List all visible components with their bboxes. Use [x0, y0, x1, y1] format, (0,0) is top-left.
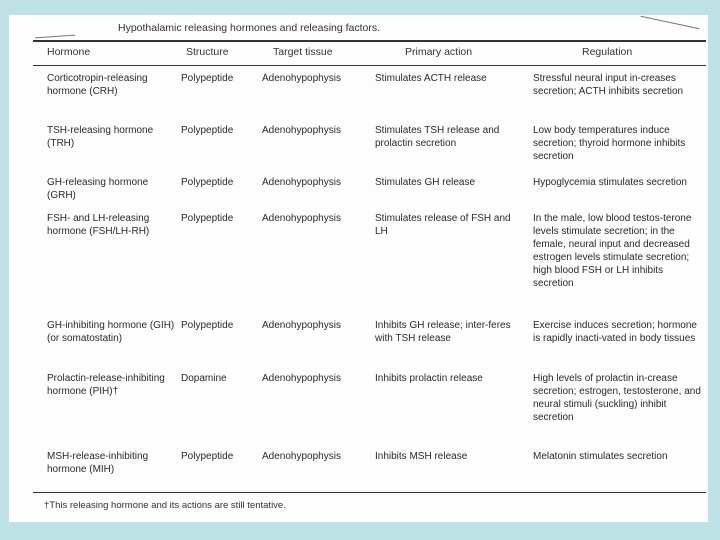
table-title: Hypothalamic releasing hormones and releasing factors.: [118, 22, 381, 34]
cell-regulation: Hypoglycemia stimulates secretion: [533, 177, 687, 188]
cell-regulation: Melatonin stimulates secretion: [533, 451, 668, 462]
cell-structure: Polypeptide: [181, 125, 234, 136]
cell-target: Adenohypophysis: [262, 73, 341, 84]
header-rule: [33, 65, 706, 66]
cell-regulation: Stressful neural input in-creases secretion; ACTH inhibits secretion: [533, 73, 684, 97]
cell-action: Inhibits MSH release: [375, 451, 468, 462]
header-action: Primary action: [405, 46, 473, 58]
cell-target: Adenohypophysis: [262, 320, 341, 331]
cell-hormone: TSH-releasing hormone (TRH): [47, 125, 154, 149]
cell-target: Adenohypophysis: [262, 213, 341, 224]
cell-structure: Polypeptide: [181, 73, 234, 84]
cell-structure: Dopamine: [181, 373, 227, 384]
cell-action: Stimulates ACTH release: [375, 73, 487, 84]
cell-structure: Polypeptide: [181, 213, 234, 224]
cell-action: Stimulates release of FSH and LH: [375, 213, 511, 237]
cell-structure: Polypeptide: [181, 177, 234, 188]
cell-structure: Polypeptide: [181, 451, 234, 462]
header-structure: Structure: [186, 46, 229, 58]
cell-hormone: Corticotropin-releasing hormone (CRH): [47, 73, 148, 97]
footnote: †This releasing hormone and its actions are still tentative.: [44, 500, 286, 511]
top-rule: [33, 40, 706, 42]
bottom-rule: [33, 492, 706, 493]
cell-regulation: High levels of prolactin in-crease secretion; estrogen, testosterone, and neural stimuli (suckling) inhibit secretion: [533, 373, 701, 423]
cell-action: Inhibits GH release; inter-feres with TSH release: [375, 320, 511, 344]
cell-action: Inhibits prolactin release: [375, 373, 483, 384]
cell-target: Adenohypophysis: [262, 373, 341, 384]
cell-regulation: In the male, low blood testos-terone levels stimulate secretion; in the female, neural input and decreased estrogen levels stimulate secretion; high blood FSH or LH inhibits secretion: [533, 213, 692, 289]
cell-hormone: MSH-release-inhibiting hormone (MIH): [47, 451, 149, 475]
cell-regulation: Low body temperatures induce secretion; thyroid hormone inhibits secretion: [533, 125, 686, 162]
cell-hormone: GH-releasing hormone (GRH): [47, 177, 149, 201]
cell-hormone: GH-inhibiting hormone (GIH) (or somatostatin): [47, 320, 175, 344]
cell-target: Adenohypophysis: [262, 125, 341, 136]
cell-target: Adenohypophysis: [262, 177, 341, 188]
header-target: Target tissue: [273, 46, 333, 58]
cell-action: Stimulates TSH release and prolactin secretion: [375, 125, 500, 149]
cell-regulation: Exercise induces secretion; hormone is rapidly inacti-vated in body tissues: [533, 320, 697, 344]
header-hormone: Hormone: [47, 46, 91, 58]
cell-structure: Polypeptide: [181, 320, 234, 331]
cell-target: Adenohypophysis: [262, 451, 341, 462]
header-regulation: Regulation: [582, 46, 633, 58]
cell-hormone: Prolactin-release-inhibiting hormone (PIH)†: [47, 373, 165, 397]
cell-hormone: FSH- and LH-releasing hormone (FSH/LH-RH): [47, 213, 150, 237]
cell-action: Stimulates GH release: [375, 177, 476, 188]
